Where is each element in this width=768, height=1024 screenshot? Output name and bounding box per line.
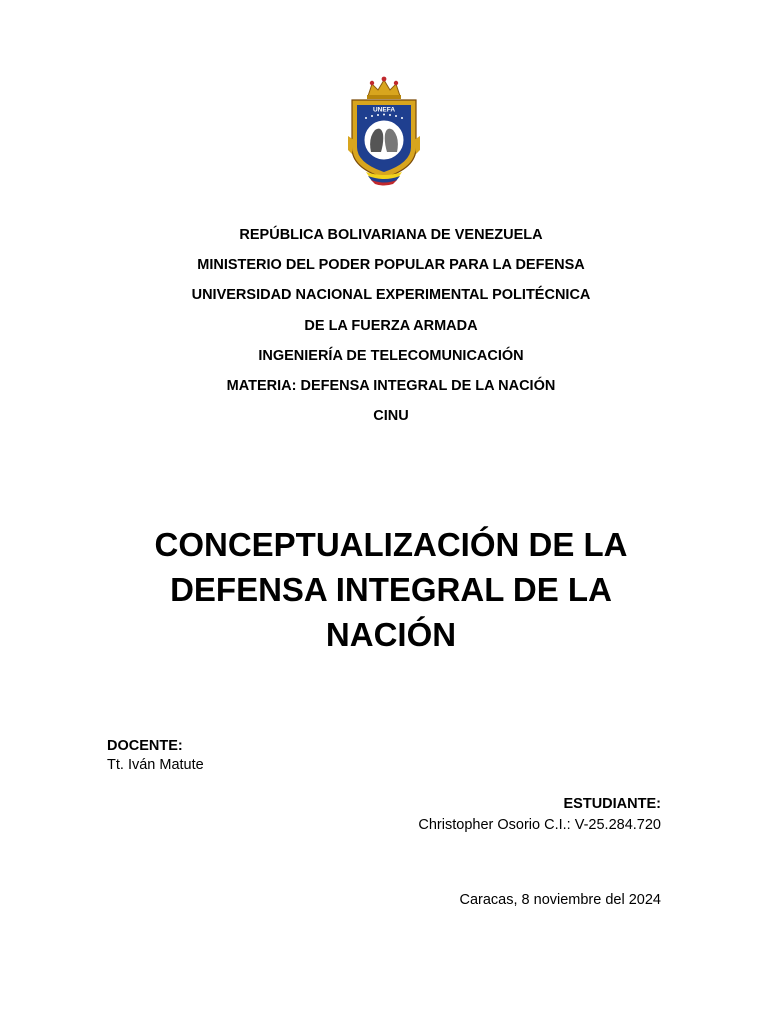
teacher-name: Tt. Iván Matute [107,757,204,773]
teacher-block [107,737,204,775]
title-line-2: DEFENSA INTEGRAL DE LA [170,571,612,608]
title-line-3: NACIÓN [325,616,457,653]
header-line-country: REPÚBLICA BOLIVARIANA DE VENEZUELA [239,227,543,243]
header-line-subject: MATERIA: DEFENSA INTEGRAL DE LA NACIÓN [226,378,556,395]
unefa-crest-icon [346,74,422,186]
title-line-1: CONCEPTUALIZACIÓN DE LA [154,526,628,563]
header-line-armed-force: DE LA FUERZA ARMADA [304,317,478,334]
header-line-ministry: MINISTERIO DEL PODER POPULAR PARA LA DEFENSA [197,257,585,274]
teacher-label: DOCENTE: [107,738,183,754]
student-name: Christopher Osorio C.I.: V-25.284.720 [418,817,661,833]
header-line-section: CINU [373,408,409,425]
svg-text:UNEFA: UNEFA [372,106,396,114]
student-block [418,794,661,836]
date-line: Caracas, 8 noviembre del 2024 [459,892,661,908]
institution-header [0,220,768,431]
header-line-university: UNIVERSIDAD NACIONAL EXPERIMENTAL POLITÉCNICA [191,287,591,304]
document-title [0,522,768,657]
student-label: ESTUDIANTE: [563,796,661,812]
header-line-career: INGENIERÍA DE TELECOMUNICACIÓN [258,347,524,364]
